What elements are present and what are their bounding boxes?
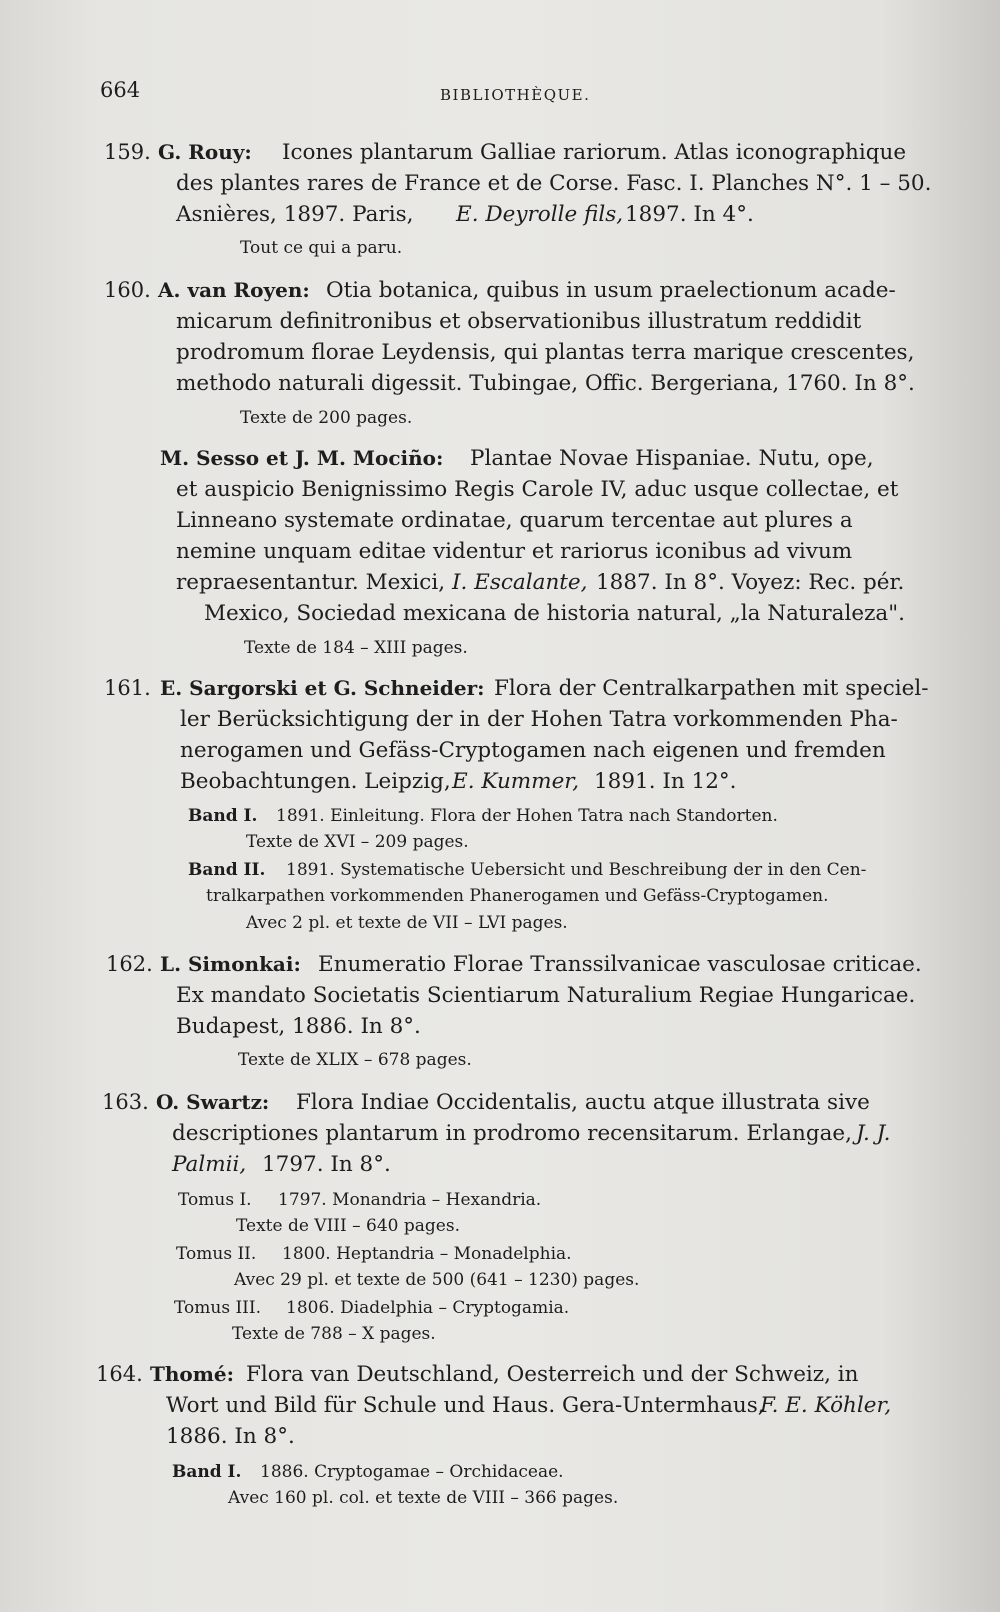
entry-note: Texte de XLIX – 678 pages. — [238, 1050, 472, 1070]
subvolume-text: 1891. Systematische Uebersicht und Beschreibung der in den Cen- — [286, 860, 867, 880]
entry-line: 1887. In 8°. Voyez: Rec. pér. — [596, 570, 905, 595]
subvolume-note: Texte de VIII – 640 pages. — [236, 1216, 460, 1236]
entry-author: L. Simonkai: — [160, 952, 301, 976]
subvolume-text: tralkarpathen vorkommenden Phanerogamen und Gefäss-Cryptogamen. — [206, 886, 829, 906]
subvolume-label: Band I. — [172, 1462, 242, 1482]
entry-line: methodo naturali digessit. Tubingae, Offic. Bergeriana, 1760. In 8°. — [176, 371, 915, 396]
subvolume-note: Texte de XVI – 209 pages. — [246, 832, 469, 852]
subvolume-note: Avec 29 pl. et texte de 500 (641 – 1230) pages. — [234, 1270, 640, 1290]
subvolume-label: Band I. — [188, 806, 258, 826]
entry-author: M. Sesso et J. M. Mociño: — [160, 446, 444, 470]
subvolume-text: 1806. Diadelphia – Cryptogamia. — [286, 1298, 570, 1318]
entry-author: O. Swartz: — [156, 1090, 270, 1114]
running-title: BIBLIOTHÈQUE. — [440, 86, 591, 104]
entry-line: ler Berücksichtigung der in der Hohen Tatra vorkommenden Pha- — [180, 707, 898, 732]
entry-line: Flora Indiae Occidentalis, auctu atque illustrata sive — [296, 1090, 870, 1115]
entry-line: descriptiones plantarum in prodromo recensitarum. Erlangae, — [172, 1121, 852, 1146]
entry-line: Mexico, Sociedad mexicana de historia natural, „la Naturaleza". — [204, 601, 905, 626]
entry-line: Flora der Centralkarpathen mit speciel- — [494, 676, 929, 701]
publisher: E. Kummer, — [452, 769, 580, 794]
subvolume-text: 1800. Heptandria – Monadelphia. — [282, 1244, 572, 1264]
entry-line: Plantae Novae Hispaniae. Nutu, ope, — [470, 446, 874, 471]
entry-author: A. van Royen: — [158, 278, 310, 302]
entry-line: nerogamen und Gefäss-Cryptogamen nach eigenen und fremden — [180, 738, 886, 763]
entry-line: Budapest, 1886. In 8°. — [176, 1014, 421, 1039]
entry-note: Texte de 184 – XIII pages. — [244, 638, 468, 658]
entry-line: Beobachtungen. Leipzig, — [180, 769, 451, 794]
entry-line: micarum definitronibus et observationibus illustratum reddidit — [176, 309, 862, 334]
entry-line: 1797. In 8°. — [262, 1152, 391, 1177]
publisher: E. Deyrolle fils, — [456, 202, 624, 227]
entry-number: 161. — [104, 676, 151, 700]
page-header — [100, 78, 900, 108]
entry-line: Otia botanica, quibus in usum praelectionum acade- — [326, 278, 896, 303]
entry-author: E. Sargorski et G. Schneider: — [160, 676, 485, 700]
entry-line: Asnières, 1897. Paris, — [176, 202, 414, 227]
entry-line: nemine unquam editae videntur et rariorus iconibus ad vivum — [176, 539, 853, 564]
entry-line: 1886. In 8°. — [166, 1424, 295, 1449]
subvolume-label: Tomus II. — [176, 1244, 257, 1264]
subvolume-note: Texte de 788 – X pages. — [232, 1324, 436, 1344]
subvolume-label: Band II. — [188, 860, 266, 880]
page-number: 664 — [100, 78, 141, 102]
subvolume-label: Tomus III. — [174, 1298, 262, 1318]
entry-line: Ex mandato Societatis Scientiarum Naturalium Regiae Hungaricae. — [176, 983, 916, 1008]
entry-line: et auspicio Benignissimo Regis Carole IV, aduc usque collectae, et — [176, 477, 899, 502]
entry-number: 159. — [104, 140, 151, 164]
subvolume-text: 1797. Monandria – Hexandria. — [278, 1190, 542, 1210]
subvolume-label: Tomus I. — [178, 1190, 252, 1210]
publisher: Palmii, — [172, 1152, 247, 1177]
entry-line: 1891. In 12°. — [594, 769, 737, 794]
entry-line: Flora van Deutschland, Oesterreich und der Schweiz, in — [246, 1362, 859, 1387]
subvolume-text: 1886. Cryptogamae – Orchidaceae. — [260, 1462, 564, 1482]
entry-note: Texte de 200 pages. — [240, 408, 413, 428]
subvolume-note: Avec 2 pl. et texte de VII – LVI pages. — [246, 913, 568, 933]
entry-line: repraesentantur. Mexici, — [176, 570, 446, 595]
entry-number: 163. — [102, 1090, 149, 1114]
entry-line: prodromum florae Leydensis, qui plantas terra marique crescentes, — [176, 340, 915, 365]
publisher: F. E. Köhler, — [760, 1393, 892, 1418]
entry-author: G. Rouy: — [158, 140, 252, 164]
publisher: J. J. — [856, 1121, 891, 1146]
entry-number: 160. — [104, 278, 151, 302]
subvolume-text: 1891. Einleitung. Flora der Hohen Tatra nach Standorten. — [276, 806, 778, 826]
entry-number: 164. — [96, 1362, 143, 1386]
entry-line: Wort und Bild für Schule und Haus. Gera-Untermhaus, — [166, 1393, 765, 1418]
entry-line: 1897. In 4°. — [625, 202, 754, 227]
entry-line: Icones plantarum Galliae rariorum. Atlas iconographique — [282, 140, 907, 165]
entry-number: 162. — [106, 952, 153, 976]
entry-line: Linneano systemate ordinatae, quarum tercentae aut plures a — [176, 508, 853, 533]
subvolume-note: Avec 160 pl. col. et texte de VIII – 366 pages. — [228, 1488, 619, 1508]
publisher: I. Escalante, — [452, 570, 588, 595]
entry-note: Tout ce qui a paru. — [240, 238, 403, 258]
entry-author: Thomé: — [150, 1362, 235, 1386]
entry-line: des plantes rares de France et de Corse. Fasc. I. Planches N°. 1 – 50. — [176, 171, 932, 196]
entry-line: Enumeratio Florae Transsilvanicae vasculosae criticae. — [318, 952, 922, 977]
